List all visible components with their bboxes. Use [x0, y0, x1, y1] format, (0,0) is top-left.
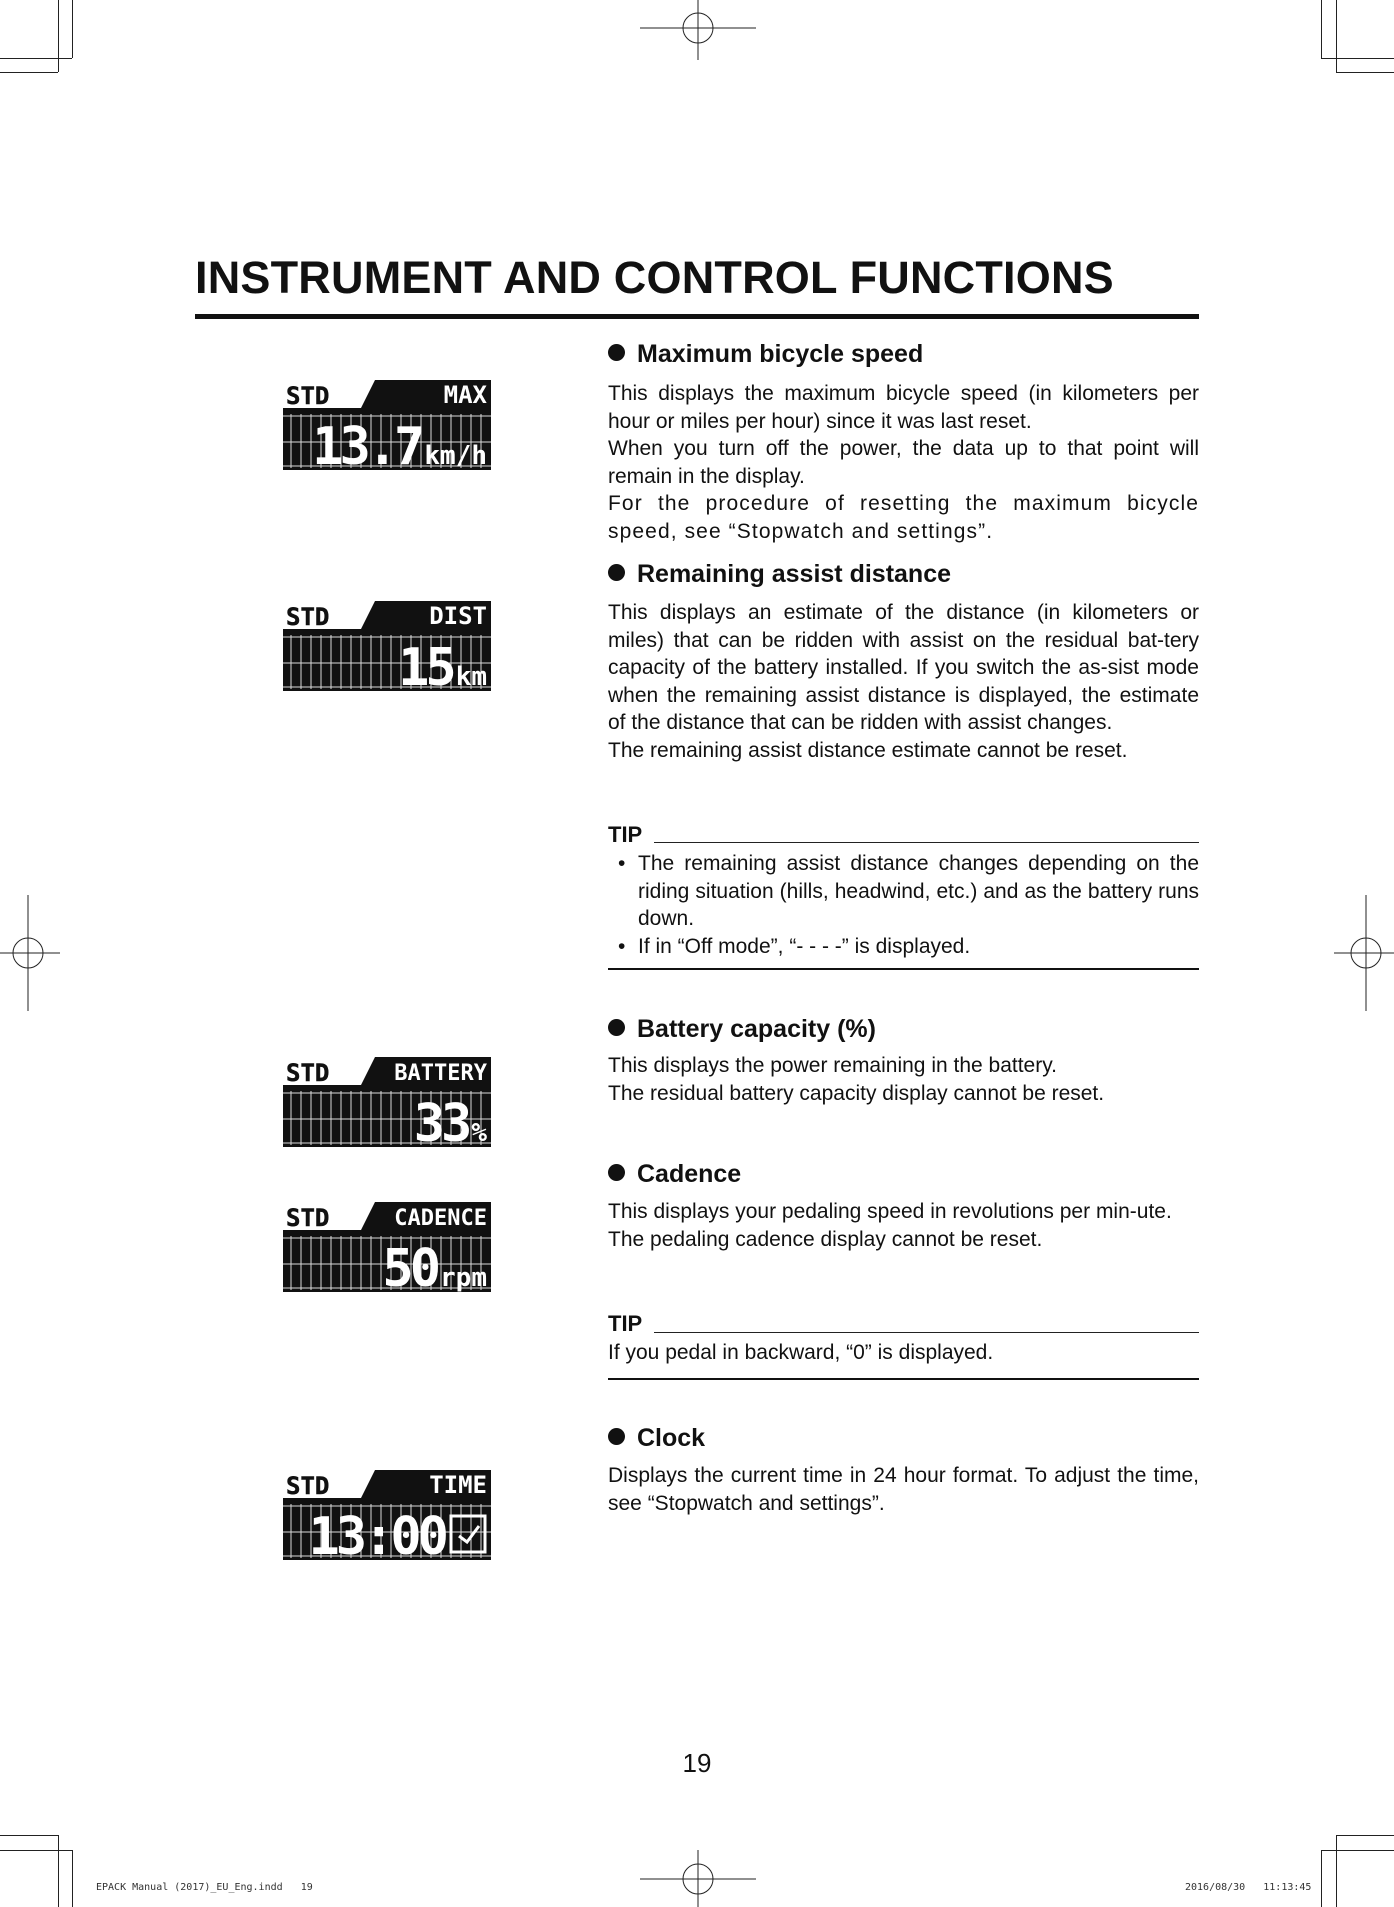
paragraph: The pedaling cadence display cannot be reset.: [608, 1227, 1043, 1251]
page-number: 19: [682, 1748, 712, 1778]
paragraph: This displays an estimate of the distance (in kilometers or miles) that can be ridden with assist on the residual bat-tery capacity of the battery installed. If you switch the as-sist mode when the remaining assist distance is displayed, the estimate of the distance that can be ridden with assist changes.: [608, 601, 1199, 734]
remaining-distance-body: [608, 599, 1199, 764]
slug-file: EPACK Manual (2017)_EU_Eng.indd 19: [96, 1882, 313, 1893]
lcd-panel: [283, 1202, 491, 1292]
lcd-label-text: DIST: [429, 602, 487, 630]
lcd-panel: [283, 601, 491, 691]
registration-mark-bottom: [640, 1850, 756, 1907]
crop-mark: [0, 72, 58, 73]
crop-mark: [1321, 1850, 1322, 1907]
tip-list: [608, 850, 1199, 960]
crop-mark: [72, 0, 73, 58]
lcd-panel: [283, 380, 491, 470]
tip-rule: [654, 842, 1199, 843]
tip-item: • The remaining assist distance changes depending on the riding situation (hills, headwind, etc.) and as the battery runs down.: [608, 850, 1199, 933]
crop-mark: [1336, 1835, 1337, 1907]
battery-body: [608, 1052, 1199, 1107]
heading-max-speed: Maximum bicycle speed: [608, 340, 923, 369]
lcd-cadence: [283, 1202, 491, 1292]
lcd-mode-text: STD: [286, 603, 330, 631]
crop-mark: [1321, 58, 1394, 59]
crop-mark: [1321, 0, 1322, 58]
lcd-battery: [283, 1057, 491, 1147]
lcd-value-text: 33 %: [413, 1094, 487, 1147]
tip-item: • If in “Off mode”, “- - - -” is displayed.: [608, 933, 1199, 961]
bullet-icon: [608, 564, 625, 581]
lcd-remaining-distance: [283, 601, 491, 691]
bullet-icon: [608, 1164, 625, 1181]
paragraph: This displays your pedaling speed in revolutions per min-ute.: [608, 1200, 1172, 1223]
lcd-mode-text: STD: [286, 1204, 330, 1232]
clock-body: [608, 1462, 1199, 1517]
lcd-label-text: MAX: [443, 381, 487, 409]
crop-mark: [58, 0, 59, 72]
bullet-icon: [608, 1019, 625, 1036]
lcd-label-text: TIME: [429, 1471, 487, 1499]
crop-mark: [0, 58, 72, 59]
lcd-clock: [283, 1470, 491, 1560]
heading-remaining-distance: Remaining assist distance: [608, 560, 951, 589]
registration-mark-top: [640, 0, 756, 60]
paragraph: The residual battery capacity display cannot be reset.: [608, 1081, 1105, 1105]
tip-bottom-rule: [608, 968, 1199, 970]
crop-mark: [1321, 1850, 1394, 1851]
title-rule: [195, 314, 1199, 319]
paragraph: This displays the power remaining in the battery.: [608, 1054, 1057, 1077]
tip-label: TIP: [608, 1311, 643, 1336]
heading-cadence: Cadence: [608, 1160, 741, 1189]
lcd-value-text: 15 km: [398, 638, 487, 691]
crop-mark: [1336, 72, 1394, 73]
lcd-value-text: 13:00: [308, 1507, 445, 1560]
paragraph: This displays the maximum bicycle speed (in kilometers per hour or miles per hour) since it was last reset.: [608, 382, 1199, 433]
heading-battery: Battery capacity (%): [608, 1015, 876, 1044]
crop-mark: [0, 1850, 72, 1851]
crop-mark: [1336, 0, 1337, 72]
bullet-icon: [608, 344, 625, 361]
lcd-mode-text: STD: [286, 382, 330, 410]
lcd-mode-text: STD: [286, 1472, 330, 1500]
tip-text: If you pedal in backward, “0” is displayed.: [608, 1341, 994, 1364]
lcd-mode-text: STD: [286, 1059, 330, 1087]
crop-mark: [0, 1835, 58, 1836]
cadence-body: [608, 1198, 1199, 1253]
bullet-icon: [608, 1428, 625, 1445]
lcd-value-text: 50 rpm: [382, 1239, 487, 1292]
heading-clock: Clock: [608, 1424, 705, 1453]
lcd-label-text: BATTERY: [394, 1061, 487, 1086]
registration-mark-left: [0, 895, 60, 1011]
lcd-label-text: CADENCE: [394, 1206, 487, 1231]
tip-rule: [654, 1332, 1199, 1333]
lcd-panel: [283, 1470, 491, 1560]
crop-mark: [72, 1850, 73, 1907]
paragraph: Displays the current time in 24 hour format. To adjust the time, see “Stopwatch and settings”.: [608, 1464, 1199, 1515]
slug-date: 2016/08/30 11:13:45: [1185, 1882, 1312, 1893]
paragraph: The remaining assist distance estimate cannot be reset.: [608, 738, 1128, 762]
paragraph: When you turn off the power, the data up to that point will remain in the display.: [608, 437, 1199, 488]
paragraph: For the procedure of resetting the maximum bicycle speed, see “Stopwatch and settings”.: [608, 492, 1199, 543]
tip-label: TIP: [608, 822, 643, 847]
tip-bottom-rule: [608, 1378, 1199, 1380]
crop-mark: [58, 1835, 59, 1907]
crop-mark: [1336, 1835, 1394, 1836]
max-speed-body: [608, 380, 1199, 545]
registration-mark-right: [1334, 895, 1394, 1011]
lcd-value-text: 13.7 km/h: [312, 417, 487, 470]
page-title: INSTRUMENT AND CONTROL FUNCTIONS: [195, 252, 1114, 303]
lcd-max-speed: [283, 380, 491, 470]
lcd-panel: [283, 1057, 491, 1147]
